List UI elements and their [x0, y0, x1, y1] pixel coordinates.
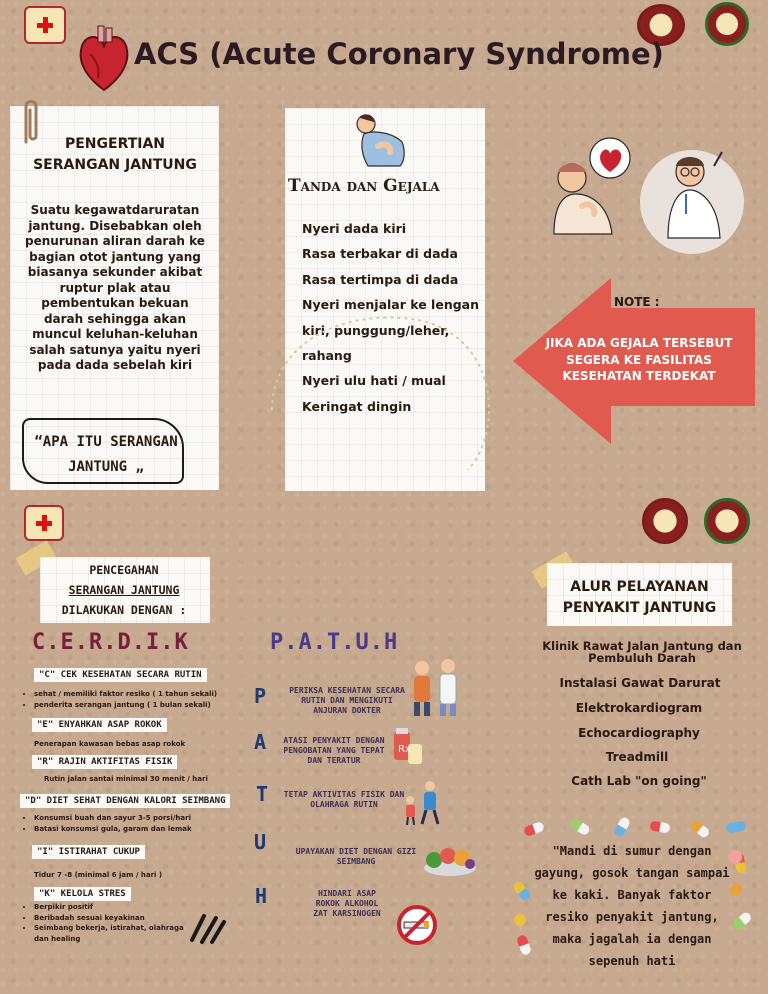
gejala-item: Rasa tertimpa di dada: [302, 271, 459, 287]
alur-item: Elektrokardiogram: [575, 701, 703, 715]
pill-icon: [731, 911, 753, 932]
pencegahan-heading: [44, 560, 204, 620]
heart-icon: [76, 24, 132, 94]
healthy-food-icon: [422, 842, 478, 878]
cerdik-sub-item: • Seimbang bekerja, istirahat, olahraga dan healing: [34, 923, 198, 944]
patuh-item-a: ATASI PENYAKIT DENGAN PENGOBATAN YANG TEPAT DAN TERATUR: [283, 736, 385, 765]
alur-item: Cath Lab "on going": [571, 774, 707, 788]
pill-icon: [523, 821, 545, 837]
cerdik-label-i: "I" ISTIRAHAT CUKUP: [32, 845, 145, 859]
patuh-letter-p: P: [254, 684, 267, 708]
gejala-item: Nyeri menjalar ke lengan: [302, 297, 479, 313]
regional-seal-logo-middle: [704, 498, 750, 544]
patuh-letter-a: A: [254, 730, 267, 754]
cerdik-label-c: "C" CEK KESEHATAN SECARA RUTIN: [34, 668, 207, 682]
patuh-letter-h: H: [255, 884, 268, 908]
note-text: JIKA ADA GEJALA TERSEBUT SEGERA KE FASILITAS KESEHATAN TERDEKAT: [545, 336, 733, 383]
gejala-item: kiri, punggung/leher,: [302, 322, 450, 338]
alur-item: Treadmill: [605, 750, 669, 764]
alur-heading-line1: ALUR PELAYANAN: [570, 579, 709, 595]
chest-pain-person-icon: [350, 112, 412, 168]
pill-icon: [512, 880, 533, 902]
cerdik-label-r: "R" RAJIN AKTIFITAS FISIK: [32, 755, 177, 769]
gejala-item: Rasa terbakar di dada: [302, 246, 458, 262]
pill-icon: [725, 820, 746, 833]
cerdik-sub-item: Tidur 7 -8 (minimal 6 jam / hari ): [34, 871, 163, 879]
alur-item: Instalasi Gawat Darurat: [559, 676, 721, 690]
svg-text:Rx: Rx: [398, 744, 411, 755]
note-label: NOTE :: [614, 295, 660, 309]
decorative-ring-icon: [268, 300, 508, 490]
cerdik-sub-k: [22, 902, 198, 944]
pill-icon: [569, 818, 591, 837]
alur-item: Echocardiography: [578, 726, 700, 740]
patuh-item-t: TETAP AKTIVITAS FISIK DAN OLAHRAGA RUTIN: [283, 790, 405, 809]
cerdik-sub-item: • penderita serangan jantung ( 1 bulan sekali): [34, 700, 222, 711]
alur-heading: [547, 577, 732, 619]
pengertian-heading: [20, 134, 210, 176]
page-title: ACS (Acute Coronary Syndrome): [134, 37, 664, 71]
cerdik-sub-d: [22, 813, 222, 834]
cerdik-sub-item: • sehat / memiliki faktor resiko ( 1 tahun sekali): [34, 689, 222, 700]
cerdik-label-d: "D" DIET SEHAT DENGAN KALORI SEIMBANG: [20, 794, 230, 808]
alur-item: Klinik Rawat Jalan Jantung dan Pembuluh Darah: [542, 639, 742, 665]
gejala-item: Keringat dingin: [302, 398, 412, 414]
pencegahan-line2: SERANGAN JANTUNG: [68, 583, 180, 597]
patuh-item-p: PERIKSA KESEHATAN SECARA RUTIN DAN MENGIKUTI ANJURAN DOKTER: [289, 686, 405, 715]
gejala-item: Nyeri dada kiri: [302, 221, 407, 236]
patuh-letter-t: T: [256, 782, 269, 806]
pill-icon: [613, 816, 632, 838]
cerdik-heading: C.E.R.D.I.K: [32, 630, 189, 655]
gejala-heading: Tanda dan Gejala: [288, 176, 440, 196]
cerdik-sub-item: Penerapan kawasan bebas asap rokok: [34, 740, 186, 748]
cerdik-label-e: "E" ENYAHKAN ASAP ROKOK: [32, 718, 167, 732]
cerdik-label-k: "K" KELOLA STRES: [34, 887, 131, 901]
pengertian-heading-line1: PENGERTIAN: [64, 136, 166, 152]
gejala-item: Nyeri ulu hati / mual: [302, 373, 446, 389]
pantun-text: "Mandi di sumur dengan gayung, gosok tangan sampai ke kaki. Banyak faktor resiko penyakit jantung, maka jagalah ia dengan sepenuh hati: [534, 844, 730, 968]
quote-line1: “APA ITU SERANGAN: [34, 434, 178, 450]
patuh-heading: P.A.T.U.H: [270, 630, 399, 655]
hospital-logo-top-left: [24, 6, 66, 44]
exercise-family-icon: [402, 780, 446, 826]
quote-line2: JANTUNG „: [68, 459, 144, 475]
no-smoking-icon: [396, 904, 438, 946]
regional-seal-logo: [705, 2, 749, 46]
cerdik-sub-item: • Beribadah sesuai keyakinan: [34, 913, 198, 924]
squiggle-decoration-icon: [188, 910, 228, 944]
doctor-patient-icon: [404, 656, 466, 718]
gejala-item: rahang: [302, 348, 352, 364]
cerdik-sub-item: • Konsumsi buah dan sayur 3-5 porsi/hari: [34, 813, 222, 824]
pill-icon: [516, 934, 532, 956]
patuh-letter-u: U: [254, 830, 267, 854]
pill-dot-icon: [514, 914, 526, 926]
pengertian-heading-line2: SERANGAN JANTUNG: [33, 157, 197, 173]
pill-icon: [689, 819, 711, 840]
patuh-item-u: UPAYAKAN DIET DENGAN GIZI SEIMBANG: [295, 847, 417, 866]
heart-pain-person-icon: [552, 136, 642, 236]
doctor-icon: [660, 150, 730, 240]
pill-icon: [649, 820, 670, 833]
quote-text: [26, 430, 186, 480]
patuh-item-h: HINDARI ASAP ROKOK ALKOHOL ZAT KARSINOGEN: [313, 889, 381, 918]
pencegahan-line3: DILAKUKAN DENGAN :: [61, 603, 187, 617]
cerdik-sub-item: • Berpikir positif: [34, 902, 198, 913]
pengertian-body: Suatu kegawatdaruratan jantung. Disebabkan oleh penurunan aliran darah ke bagian otot jantung yang biasanya sekunder akibat ruptur plak atau pembentukan bekuan darah sehingga akan muncul keluhan-keluhan salah satunya yaitu nyeri pada dada sebelah kiri: [25, 203, 205, 372]
university-seal-logo-middle: [642, 498, 688, 544]
medicine-icon: [390, 726, 424, 766]
cerdik-sub-item: Rutin jalan santai minimal 30 menit / hari: [44, 775, 208, 783]
pencegahan-line1: PENCEGAHAN: [89, 563, 159, 577]
cerdik-sub-c: [22, 689, 222, 710]
alur-heading-line2: PENYAKIT JANTUNG: [562, 600, 717, 616]
hospital-logo-middle-left: [24, 505, 64, 541]
cerdik-sub-item: • Batasi konsumsi gula, garam dan lemak: [34, 824, 222, 835]
